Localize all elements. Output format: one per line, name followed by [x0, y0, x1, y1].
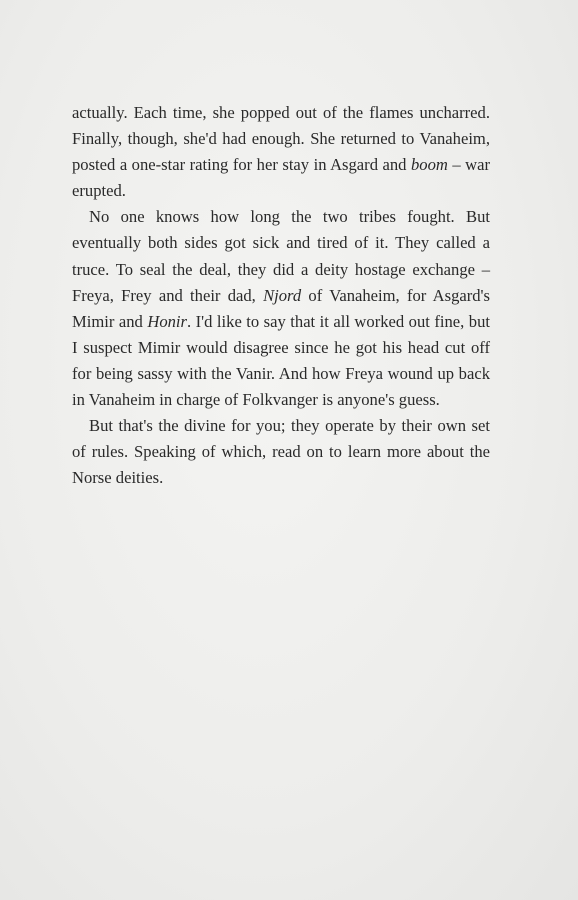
text-segment: But that's the divine for you; they operate by their own set of rules. Speaking of which, read on to learn more about the Norse deities. [72, 416, 490, 488]
italic-segment: boom [410, 155, 448, 175]
italic-segment: Njord [263, 285, 302, 305]
paragraph-1 [72, 100, 490, 204]
italic-segment: Honir [147, 311, 187, 331]
paragraph-3 [72, 413, 490, 491]
body-text [72, 100, 490, 491]
text-segment: actually. Each time, she popped out of the flames uncharred. Finally, though, she'd had enough. She returned to Vanaheim, posted a one-star rating for her stay in Asgard and [72, 103, 490, 175]
text-segment: – war erupted. [72, 155, 491, 201]
text-segment: No one knows how long the two tribes fought. But eventually both sides got sick and tired of it. They called a truce. To seal the deal, they did a deity hostage exchange – Freya, Frey and their dad, [72, 207, 490, 305]
paragraph-2 [72, 204, 490, 413]
text-segment: . I'd like to say that it all worked out fine, but I suspect Mimir would disagree since he got his head cut off for being sassy with the Vanir. And how Freya wound up back in Vanaheim in charge of Folkvanger is anyone's guess. [72, 311, 491, 410]
text-segment: of Vanaheim, for Asgard's Mimir and [72, 285, 490, 331]
